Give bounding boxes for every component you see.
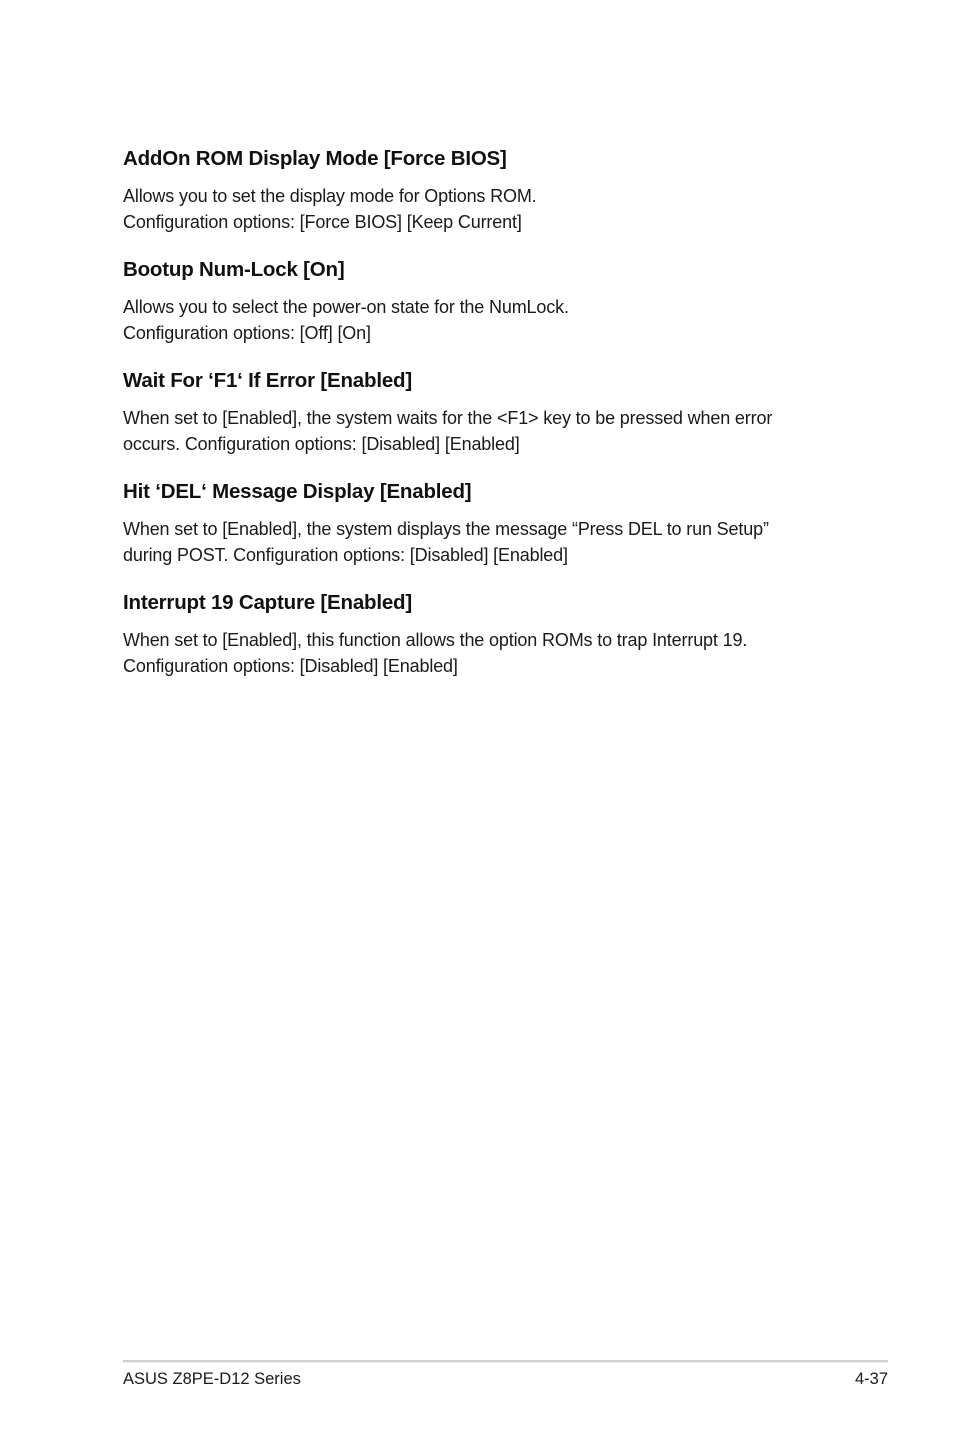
section-bootup-num-lock xyxy=(123,257,863,346)
section-heading: Interrupt 19 Capture [Enabled] xyxy=(123,591,413,614)
description-line: Allows you to select the power-on state for the NumLock. xyxy=(123,297,569,317)
description-line: Allows you to set the display mode for Options ROM. xyxy=(123,186,537,206)
document-body xyxy=(123,146,863,701)
section-description xyxy=(123,405,863,457)
description-line: When set to [Enabled], this function allows the option ROMs to trap Interrupt 19. xyxy=(123,630,748,650)
section-description xyxy=(123,294,863,346)
section-interrupt-19-capture xyxy=(123,590,863,679)
description-line: occurs. Configuration options: [Disabled] [Enabled] xyxy=(123,434,520,454)
footer-divider xyxy=(123,1360,888,1363)
section-heading: Wait For ‘F1‘ If Error [Enabled] xyxy=(123,369,412,392)
footer-product-name: ASUS Z8PE-D12 Series xyxy=(123,1370,301,1388)
section-wait-for-f1 xyxy=(123,368,863,457)
section-description xyxy=(123,627,863,679)
section-description xyxy=(123,516,863,568)
footer-page-number: 4-37 xyxy=(854,1370,888,1388)
description-line: When set to [Enabled], the system waits for the <F1> key to be pressed when error xyxy=(123,408,773,428)
section-addon-rom-display-mode xyxy=(123,146,863,235)
page-footer xyxy=(123,1368,888,1390)
configuration-options: Configuration options: [Disabled] [Enabled] xyxy=(123,656,458,676)
section-heading: Bootup Num-Lock [On] xyxy=(123,258,345,281)
description-line: When set to [Enabled], the system displays the message “Press DEL to run Setup” xyxy=(123,519,769,539)
section-hit-del-message xyxy=(123,479,863,568)
section-description xyxy=(123,183,863,235)
configuration-options: Configuration options: [Off] [On] xyxy=(123,323,371,343)
section-heading: AddOn ROM Display Mode [Force BIOS] xyxy=(123,147,507,170)
description-line: during POST. Configuration options: [Disabled] [Enabled] xyxy=(123,545,568,565)
section-heading: Hit ‘DEL‘ Message Display [Enabled] xyxy=(123,480,472,503)
configuration-options: Configuration options: [Force BIOS] [Keep Current] xyxy=(123,212,522,232)
